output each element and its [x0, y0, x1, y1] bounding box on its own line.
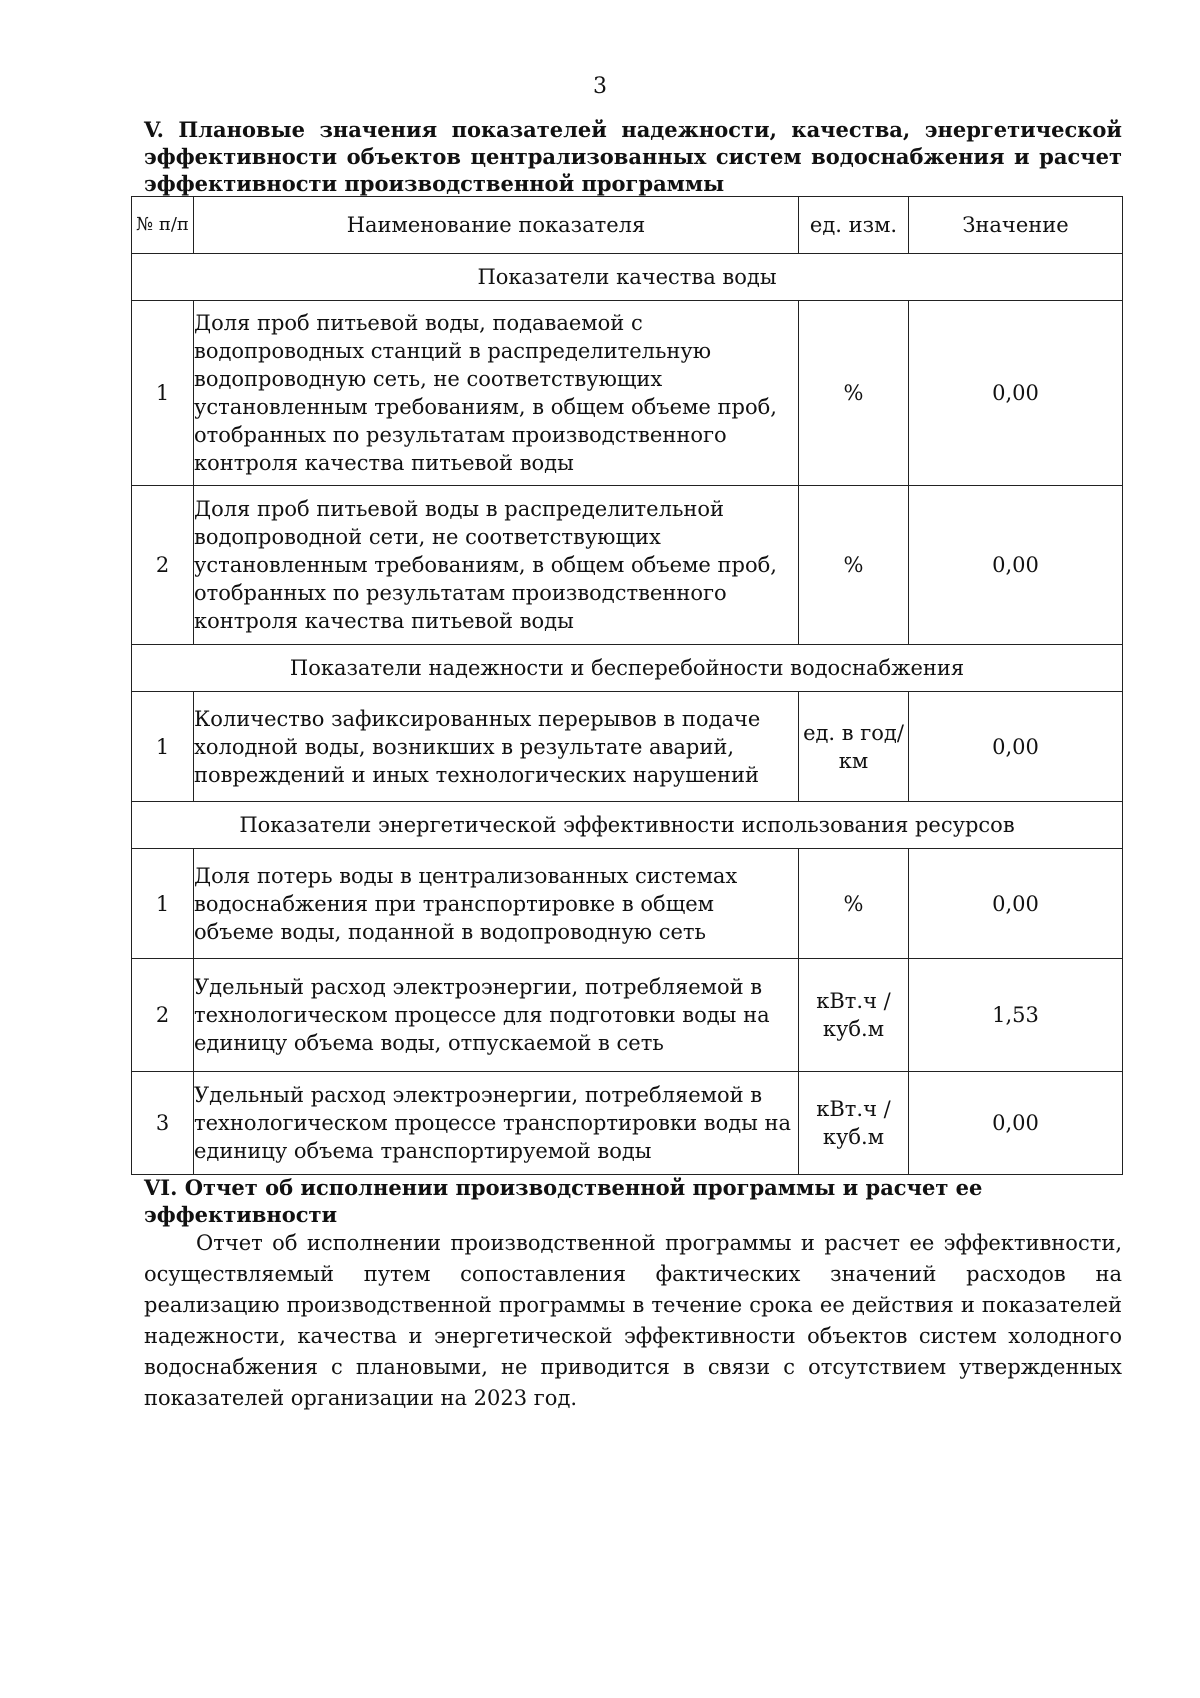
row-value: 0,00 [909, 1072, 1123, 1175]
header-value: Значение [909, 197, 1123, 254]
row-name: Удельный расход электроэнергии, потребляемой в технологическом процессе транспортировки воды на единицу объема транспортируемой воды [194, 1072, 799, 1175]
row-name: Доля потерь воды в централизованных системах водоснабжения при транспортировке в общем объеме воды, поданной в водопроводную сеть [194, 849, 799, 959]
row-unit: ед. в год/ км [799, 692, 909, 802]
row-num: 1 [132, 692, 194, 802]
header-name: Наименование показателя [194, 197, 799, 254]
section-v-title-line: эффективности объектов централизованных систем водоснабжения и расчет [144, 144, 1122, 169]
section-v-title [144, 116, 1122, 197]
row-name: Удельный расход электроэнергии, потребляемой в технологическом процессе для подготовки воды на единицу объема воды, отпускаемой в сеть [194, 959, 799, 1072]
section-vi-paragraph: Отчет об исполнении производственной программы и расчет ее эффективности, осуществляемый путем сопоставления фактических значений расходов на реализацию производственной программы в течение срока ее действия и показателей надежности, качества и энергетической эффективности объектов систем холодного водоснабжения с плановыми, не приводится в связи с отсутствием утвержденных показателей организации на 2023 год. [144, 1231, 1122, 1410]
row-unit: кВт.ч / куб.м [799, 959, 909, 1072]
row-name: Доля проб питьевой воды, подаваемой с водопроводных станций в распределительную водопроводную сеть, не соответствующих установленным требованиям, в общем объеме проб, отобранных по результатам производственного контроля качества питьевой воды [194, 301, 799, 486]
table-row [132, 849, 1123, 959]
indicators-table [131, 196, 1123, 1175]
row-name: Доля проб питьевой воды в распределительной водопроводной сети, не соответствующих установленным требованиям, в общем объеме проб, отобранных по результатам производственного контроля качества питьевой воды [194, 486, 799, 645]
section-vi-title: VI. Отчет об исполнении производственной программы и расчет ее эффективности [144, 1175, 983, 1227]
header-num: № п/п [132, 197, 194, 254]
row-num: 1 [132, 301, 194, 486]
table-header-row [132, 197, 1123, 254]
row-value: 0,00 [909, 692, 1123, 802]
section-v-title-line: V. Плановые значения показателей надежности, качества, энергетической [144, 117, 1122, 142]
header-unit: ед. изм. [799, 197, 909, 254]
page-number: 3 [593, 74, 607, 99]
table-row [132, 1072, 1123, 1175]
group-title: Показатели качества воды [132, 254, 1123, 301]
table-row [132, 486, 1123, 645]
row-num: 3 [132, 1072, 194, 1175]
row-num: 2 [132, 486, 194, 645]
table-row [132, 959, 1123, 1072]
table-row [132, 301, 1123, 486]
section-v-title-line: эффективности производственной программы [144, 171, 725, 196]
group-title: Показатели надежности и бесперебойности водоснабжения [132, 645, 1123, 692]
row-unit: % [799, 301, 909, 486]
row-name: Количество зафиксированных перерывов в подаче холодной воды, возникших в результате аварий, повреждений и иных технологических нарушений [194, 692, 799, 802]
group-row-energy-efficiency [132, 802, 1123, 849]
row-unit: % [799, 486, 909, 645]
row-unit: % [799, 849, 909, 959]
row-num: 1 [132, 849, 194, 959]
row-unit: кВт.ч / куб.м [799, 1072, 909, 1175]
table-row [132, 692, 1123, 802]
row-value: 0,00 [909, 486, 1123, 645]
row-value: 0,00 [909, 301, 1123, 486]
group-row-reliability [132, 645, 1123, 692]
row-value: 1,53 [909, 959, 1123, 1072]
row-value: 0,00 [909, 849, 1123, 959]
row-num: 2 [132, 959, 194, 1072]
group-row-water-quality [132, 254, 1123, 301]
group-title: Показатели энергетической эффективности использования ресурсов [132, 802, 1123, 849]
